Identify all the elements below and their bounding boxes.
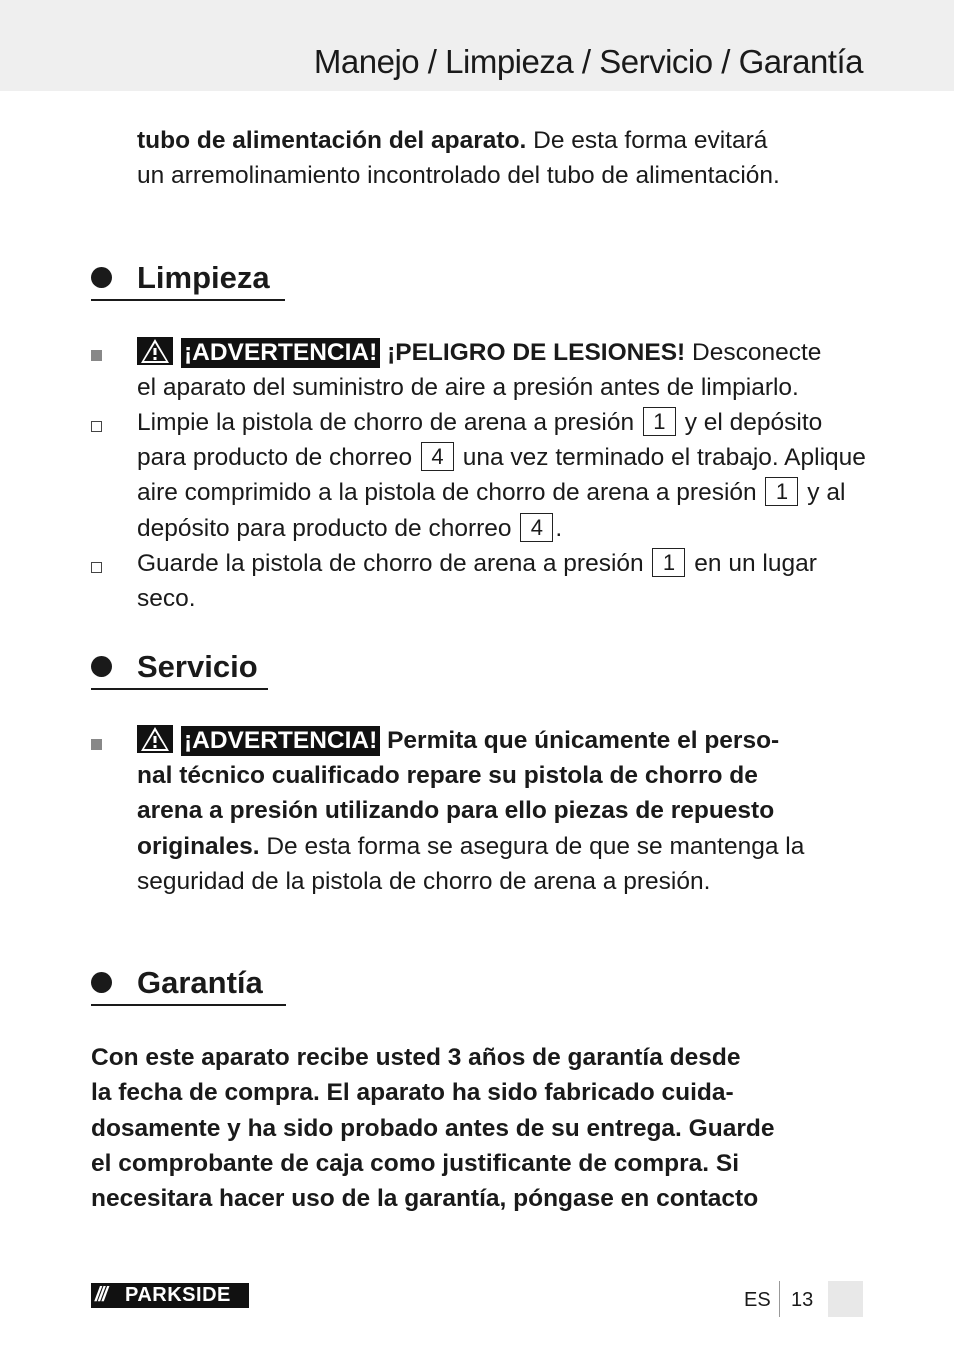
footer-tab — [828, 1281, 863, 1317]
page-title: Manejo / Limpieza / Servicio / Garantía — [313, 43, 863, 80]
page-number: 13 — [791, 1289, 814, 1311]
reference-box: 4 — [520, 513, 553, 542]
warning-triangle-icon — [137, 725, 173, 753]
reference-box: 1 — [652, 548, 685, 577]
text: Limpie la pistola de chorro de arena a presión — [137, 409, 641, 436]
reference-box: 4 — [421, 442, 454, 471]
limpieza-item-1 — [137, 405, 867, 546]
garantia-paragraph — [91, 1040, 871, 1216]
filled-circle-icon — [91, 972, 112, 993]
text: para producto de chorreo — [137, 444, 419, 472]
text-line: el comprobante de caja como justificante de compra. Si — [91, 1149, 740, 1177]
brand-name: PARKSIDE — [125, 1284, 231, 1306]
hollow-square-bullet-icon — [91, 562, 102, 573]
page-header — [0, 0, 954, 91]
hollow-square-bullet-icon — [91, 421, 102, 432]
text: seguridad de la pistola de chorro de arena a presión. — [137, 867, 711, 895]
reference-box: 1 — [643, 407, 676, 436]
section-underline — [91, 688, 268, 690]
intro-text-2: un arremolinamiento incontrolado del tubo de alimentación. — [137, 162, 780, 190]
warning-label: ¡ADVERTENCIA! — [181, 338, 380, 368]
text: y al — [800, 479, 846, 507]
warning-text-1: Desconecte — [685, 339, 822, 366]
square-bullet-icon — [91, 350, 102, 361]
text: nal técnico cualificado repare su pistola de chorro de — [137, 762, 758, 790]
intro-paragraph — [137, 123, 867, 193]
brand-logo — [91, 1283, 249, 1308]
warning-label: ¡ADVERTENCIA! — [181, 726, 380, 756]
intro-text-1: De esta forma evitará — [526, 127, 768, 154]
text: originales. — [137, 832, 260, 860]
intro-bold: tubo de alimentación del aparato. — [137, 127, 527, 154]
text: arena a presión utilizando para ello piezas de repuesto — [137, 797, 775, 825]
language-code: ES — [744, 1289, 771, 1311]
text: De esta forma se asegura de que se mantenga la — [259, 832, 805, 860]
square-bullet-icon — [91, 739, 102, 750]
warning-triangle-icon — [137, 337, 173, 365]
text: Guarde la pistola de chorro de arena a presión — [137, 550, 651, 577]
warning-text-2: el aparato del suministro de aire a presión antes de limpiarlo. — [137, 374, 799, 402]
section-title-garantia: Garantía — [137, 965, 263, 1000]
text: aire comprimido a la pistola de chorro de arena a presión — [137, 479, 764, 507]
brand-mark: /// — [95, 1284, 106, 1306]
text: y el depósito — [677, 409, 823, 436]
limpieza-item-2 — [137, 546, 867, 616]
text: . — [555, 514, 563, 542]
text-line: la fecha de compra. El aparato ha sido fabricado cuida- — [91, 1079, 734, 1107]
filled-circle-icon — [91, 656, 112, 677]
reference-box: 1 — [765, 477, 798, 506]
text: en un lugar seco. — [137, 550, 817, 613]
section-underline — [91, 299, 285, 301]
section-title-servicio: Servicio — [137, 649, 258, 684]
filled-circle-icon — [91, 267, 112, 288]
section-underline — [91, 1004, 286, 1006]
servicio-warning — [137, 723, 867, 899]
section-title-limpieza: Limpieza — [137, 260, 270, 295]
warning-bold-text: ¡PELIGRO DE LESIONES! — [387, 339, 686, 366]
text: una vez terminado el trabajo. Aplique — [455, 444, 866, 472]
limpieza-warning — [137, 335, 867, 405]
text: depósito para producto de chorreo — [137, 514, 519, 542]
text-line: necesitara hacer uso de la garantía, póngase en contacto — [91, 1185, 759, 1213]
footer-divider — [779, 1281, 780, 1317]
text-line: dosamente y ha sido probado antes de su entrega. Guarde — [91, 1114, 775, 1142]
text-line: Con este aparato recibe usted 3 años de garantía desde — [91, 1044, 741, 1071]
text: Permita que únicamente el perso- — [380, 727, 780, 754]
